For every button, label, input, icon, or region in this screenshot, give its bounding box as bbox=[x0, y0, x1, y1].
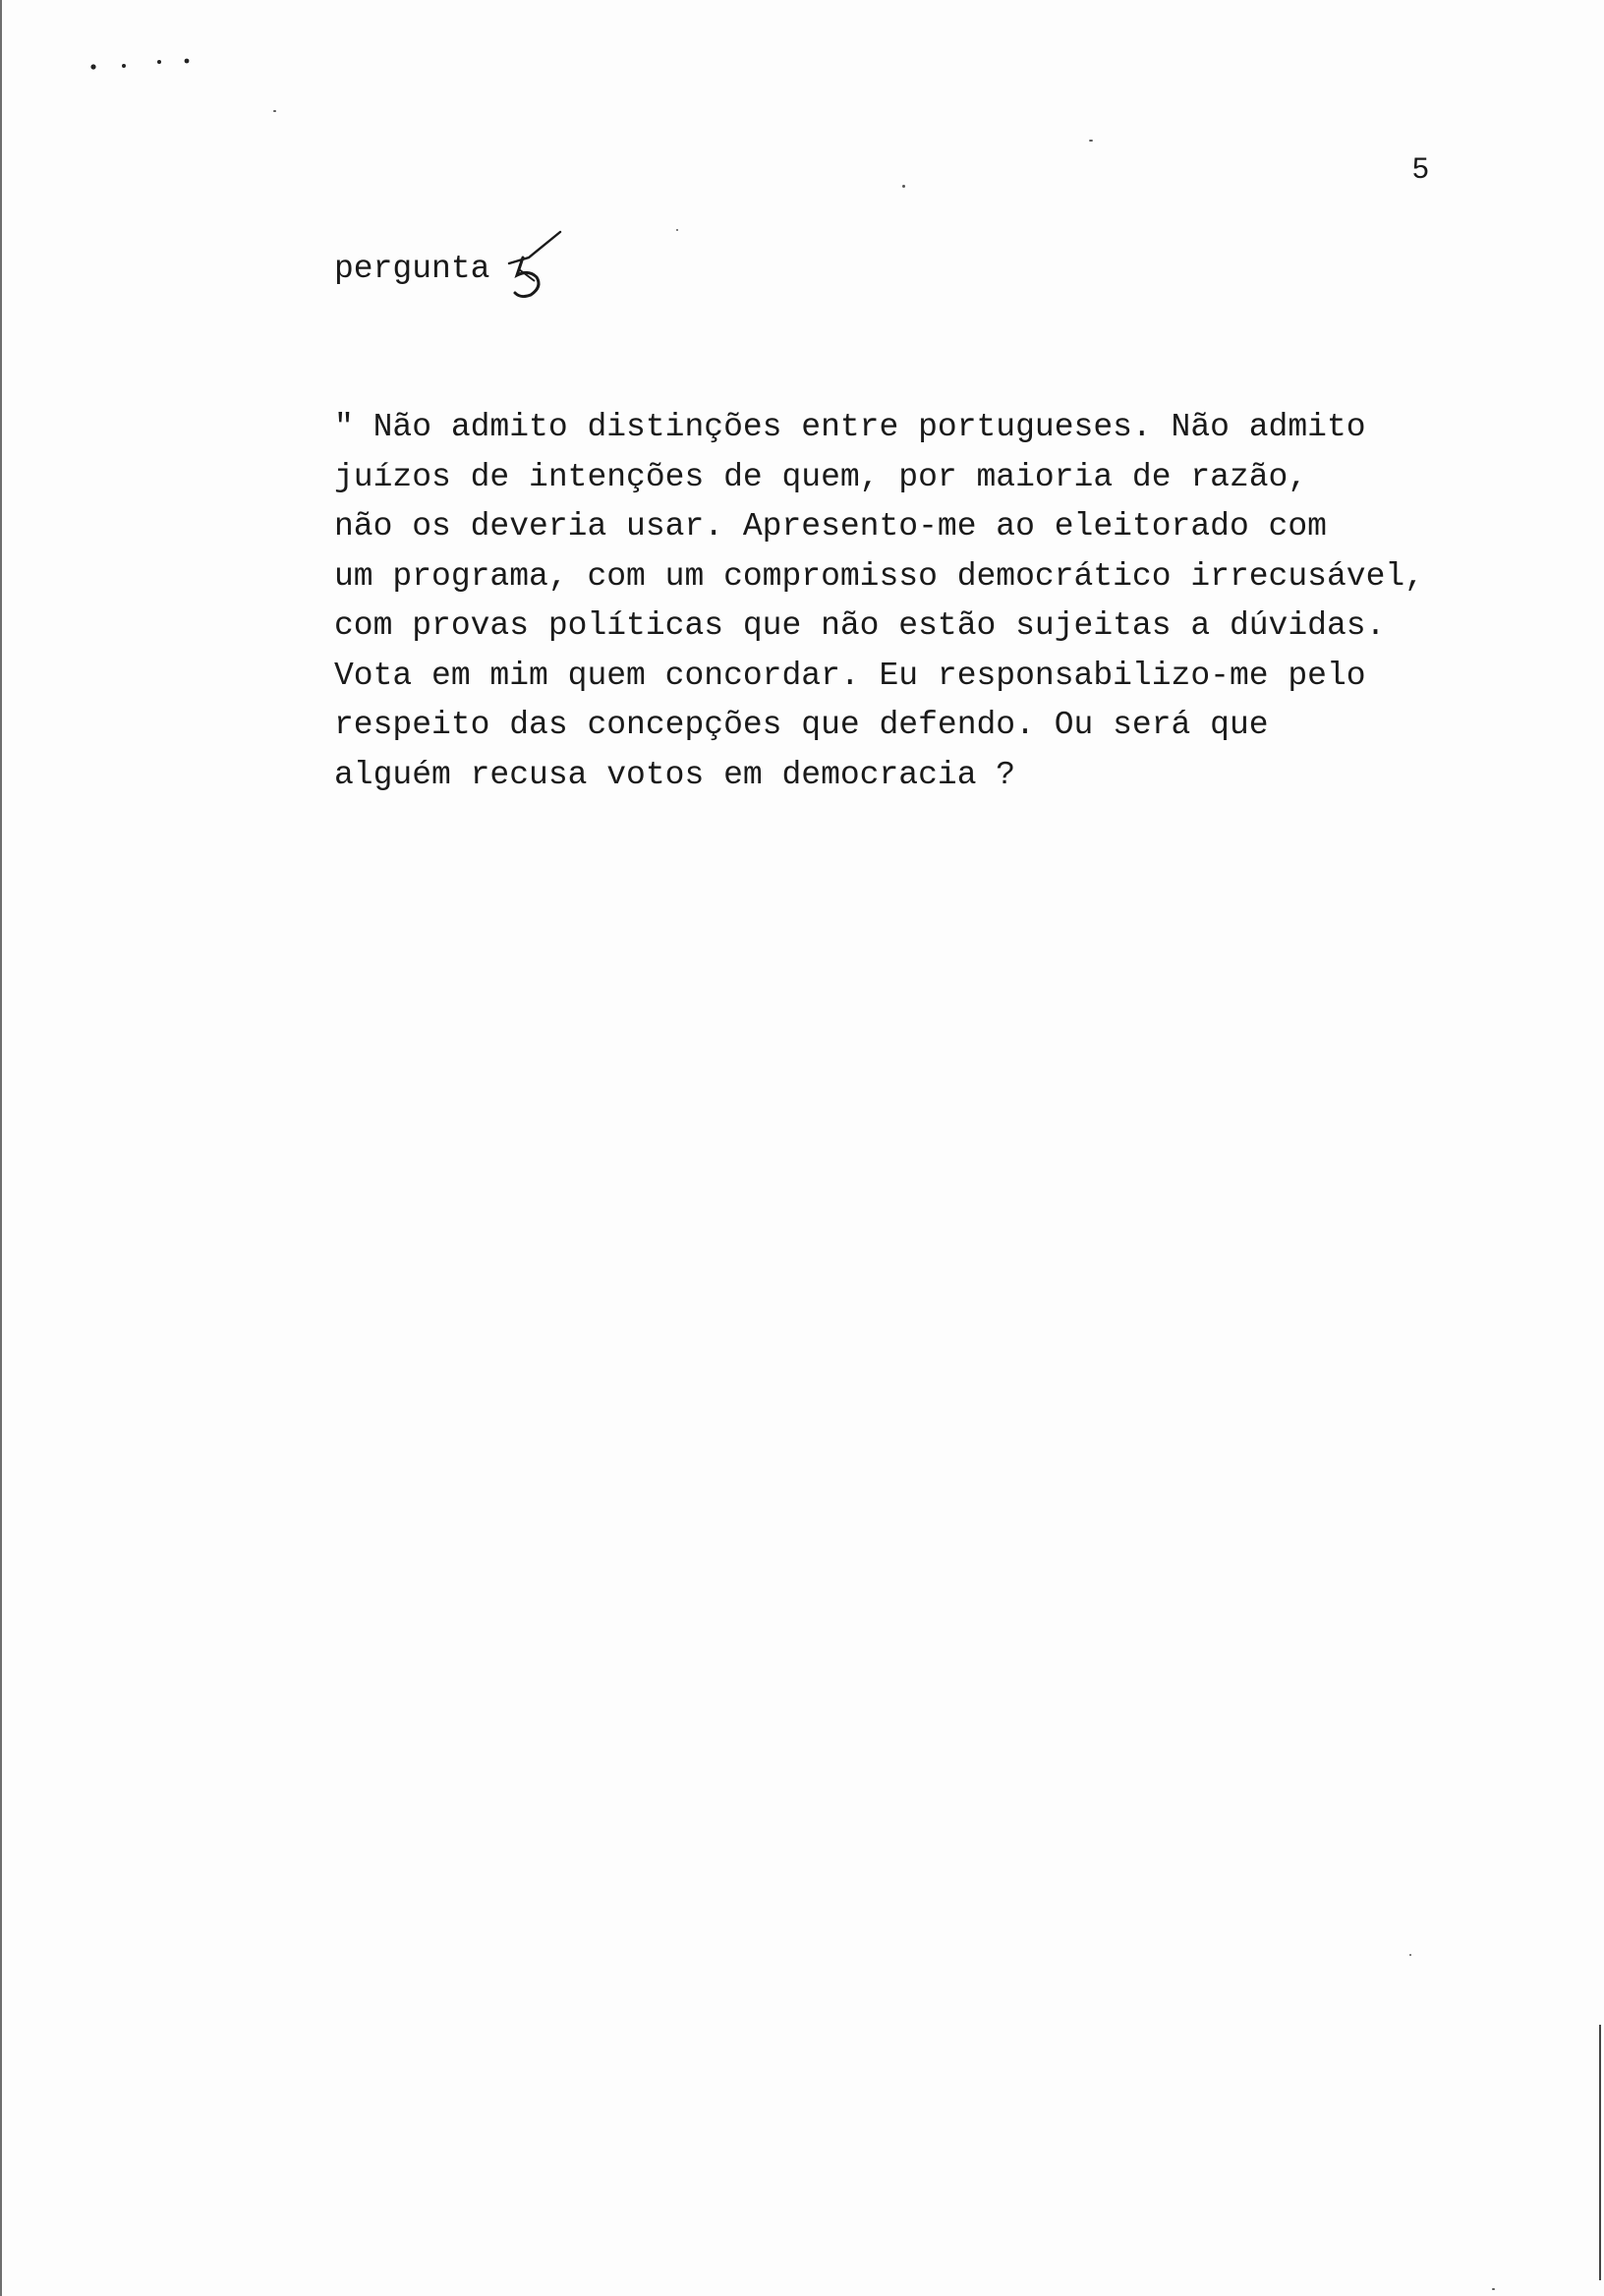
page-right-edge bbox=[1599, 2025, 1601, 2280]
text-line: alguém recusa votos em democracia ? bbox=[334, 756, 1016, 793]
scan-speck bbox=[902, 185, 905, 188]
scan-speck bbox=[676, 229, 678, 231]
scan-speck bbox=[1089, 140, 1093, 142]
text-line: não os deveria usar. Apresento-me ao eleitorado com bbox=[334, 508, 1327, 545]
text-line: Vota em mim quem concordar. Eu responsabilizo-me pelo bbox=[334, 657, 1366, 694]
scan-speck bbox=[273, 110, 276, 112]
scan-speck bbox=[1492, 2288, 1495, 2290]
page-left-edge bbox=[0, 0, 2, 2296]
text-line: " Não admito distinções entre portugueses. Não admito bbox=[334, 409, 1366, 445]
text-line: com provas políticas que não estão sujeitas a dúvidas. bbox=[334, 607, 1386, 644]
text-line: um programa, com um compromisso democrático irrecusável, bbox=[334, 557, 1424, 595]
page-heading: pergunta bbox=[334, 251, 490, 287]
corner-marks bbox=[88, 51, 197, 75]
page-number: 5 bbox=[1412, 152, 1429, 185]
text-line: juízos de intenções de quem, por maioria de razão, bbox=[334, 458, 1308, 495]
text-line: respeito das concepções que defendo. Ou será que bbox=[334, 707, 1269, 743]
quote-paragraph bbox=[334, 403, 1573, 800]
scan-speck bbox=[1409, 1954, 1411, 1956]
handwritten-number-5 bbox=[499, 224, 568, 303]
